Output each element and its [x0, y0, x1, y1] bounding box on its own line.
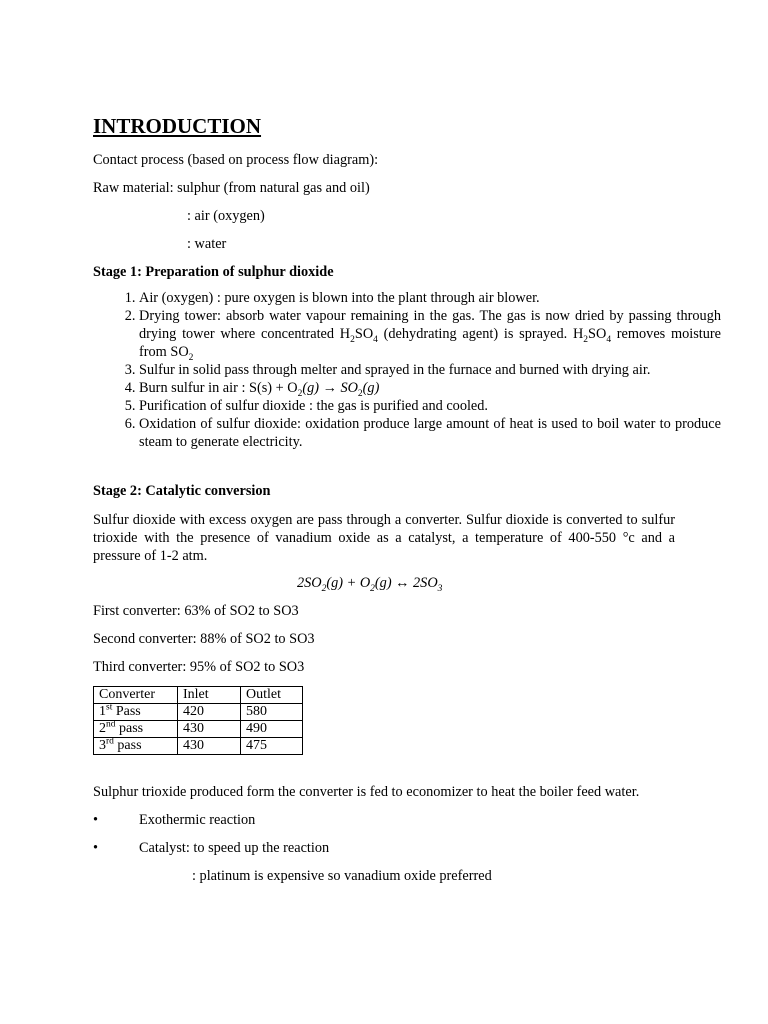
step-text: (dehydrating agent) is sprayed. H	[377, 326, 584, 342]
subscript: 2	[357, 388, 363, 399]
reaction-equation	[297, 575, 442, 592]
step-text: removes moisture from SO	[139, 326, 722, 360]
table-row	[94, 704, 303, 721]
superscript: st	[106, 702, 113, 713]
converter-3-line: Third converter: 95% of SO2 to SO3	[93, 659, 305, 675]
list-item	[139, 379, 721, 397]
list-item	[139, 289, 721, 307]
table-header-cell: Outlet	[241, 687, 303, 704]
stage2-paragraph: Sulfur dioxide with excess oxygen are pass through a converter. Sulfur dioxide is converted to sulfur trioxide with the presence of vanadium oxide as a catalyst, a temperature of 400-550 °c and a pressure of 1-2 atm.	[93, 512, 675, 564]
bullet-exothermic: Exothermic reaction	[139, 812, 256, 828]
bullet-catalyst: Catalyst: to speed up the reaction	[139, 840, 330, 856]
subscript: 3	[437, 583, 443, 594]
table-row	[94, 721, 303, 738]
table-cell-pass	[94, 721, 178, 738]
pass-label: pass	[115, 721, 144, 736]
step-math: (g) → SO	[302, 380, 358, 396]
table-cell-pass	[94, 738, 178, 755]
superscript: nd	[106, 719, 116, 730]
list-item	[139, 361, 721, 379]
subscript: 4	[373, 334, 378, 345]
page-title: INTRODUCTION	[93, 114, 262, 138]
step-text: SO	[588, 326, 607, 342]
pass-number: 1	[99, 704, 106, 719]
step-text: Purification of sulfur dioxide : the gas is purified and cooled.	[139, 398, 489, 414]
table-header-cell: Converter	[94, 687, 178, 704]
stage1-heading: Stage 1: Preparation of sulphur dioxide	[93, 264, 334, 280]
list-item	[139, 415, 721, 451]
step-text: Air (oxygen) : pure oxygen is blown into the plant through air blower.	[139, 290, 540, 306]
subscript: 2	[297, 388, 303, 399]
raw-material-water: : water	[187, 236, 227, 252]
subscript: 2	[188, 352, 194, 363]
pass-number: 3	[99, 738, 106, 753]
table-row	[94, 738, 303, 755]
catalyst-note: : platinum is expensive so vanadium oxide preferred	[192, 868, 492, 884]
table-cell-outlet: 475	[241, 738, 303, 755]
subscript: 2	[321, 583, 327, 594]
table-header-row	[94, 687, 303, 704]
intro-line: Contact process (based on process flow diagram):	[93, 152, 379, 168]
subscript: 2	[370, 583, 375, 594]
stage1-steps-list	[93, 289, 721, 451]
table-cell-inlet: 430	[178, 721, 241, 738]
table-cell-inlet: 430	[178, 738, 241, 755]
superscript: rd	[106, 736, 114, 747]
converter-2-line: Second converter: 88% of SO2 to SO3	[93, 631, 315, 647]
subscript: 4	[606, 334, 612, 345]
bullet-icon: •	[93, 812, 99, 828]
step-text: Oxidation of sulfur dioxide: oxidation produce large amount of heat is used to boil water to produce steam to generate electricity.	[139, 416, 721, 450]
trioxide-line: Sulphur trioxide produced form the converter is fed to economizer to heat the boiler feed water.	[93, 784, 640, 800]
equation-part: (g) + O	[326, 575, 371, 591]
list-item	[139, 307, 721, 361]
pass-number: 2	[99, 721, 106, 736]
step-math: (g)	[362, 380, 380, 396]
converter-table	[93, 686, 303, 755]
table-cell-pass	[94, 704, 178, 721]
raw-material-air: : air (oxygen)	[187, 208, 265, 224]
subscript: 2	[583, 334, 589, 345]
table-header-cell: Inlet	[178, 687, 241, 704]
table-cell-outlet: 580	[241, 704, 303, 721]
step-text: Sulfur in solid pass through melter and sprayed in the furnace and burned with drying air.	[139, 362, 651, 378]
equation-part: (g) ↔ 2SO	[374, 575, 438, 591]
pass-label: pass	[113, 738, 142, 753]
step-text: SO	[354, 326, 374, 342]
subscript: 2	[350, 334, 355, 345]
table-cell-inlet: 420	[178, 704, 241, 721]
list-item	[139, 397, 721, 415]
pass-label: Pass	[112, 704, 141, 719]
step-text: Burn sulfur in air : S(s) + O	[139, 380, 298, 396]
converter-1-line: First converter: 63% of SO2 to SO3	[93, 603, 299, 619]
step-text: Drying tower: absorb water vapour remaining in the gas. The gas is now dried by passing through drying tower where concentrated H	[139, 308, 721, 342]
stage2-heading: Stage 2: Catalytic conversion	[93, 483, 271, 499]
equation-part: 2SO	[297, 575, 322, 591]
table-cell-outlet: 490	[241, 721, 303, 738]
raw-material-line: Raw material: sulphur (from natural gas and oil)	[93, 180, 370, 196]
bullet-icon: •	[93, 840, 99, 856]
